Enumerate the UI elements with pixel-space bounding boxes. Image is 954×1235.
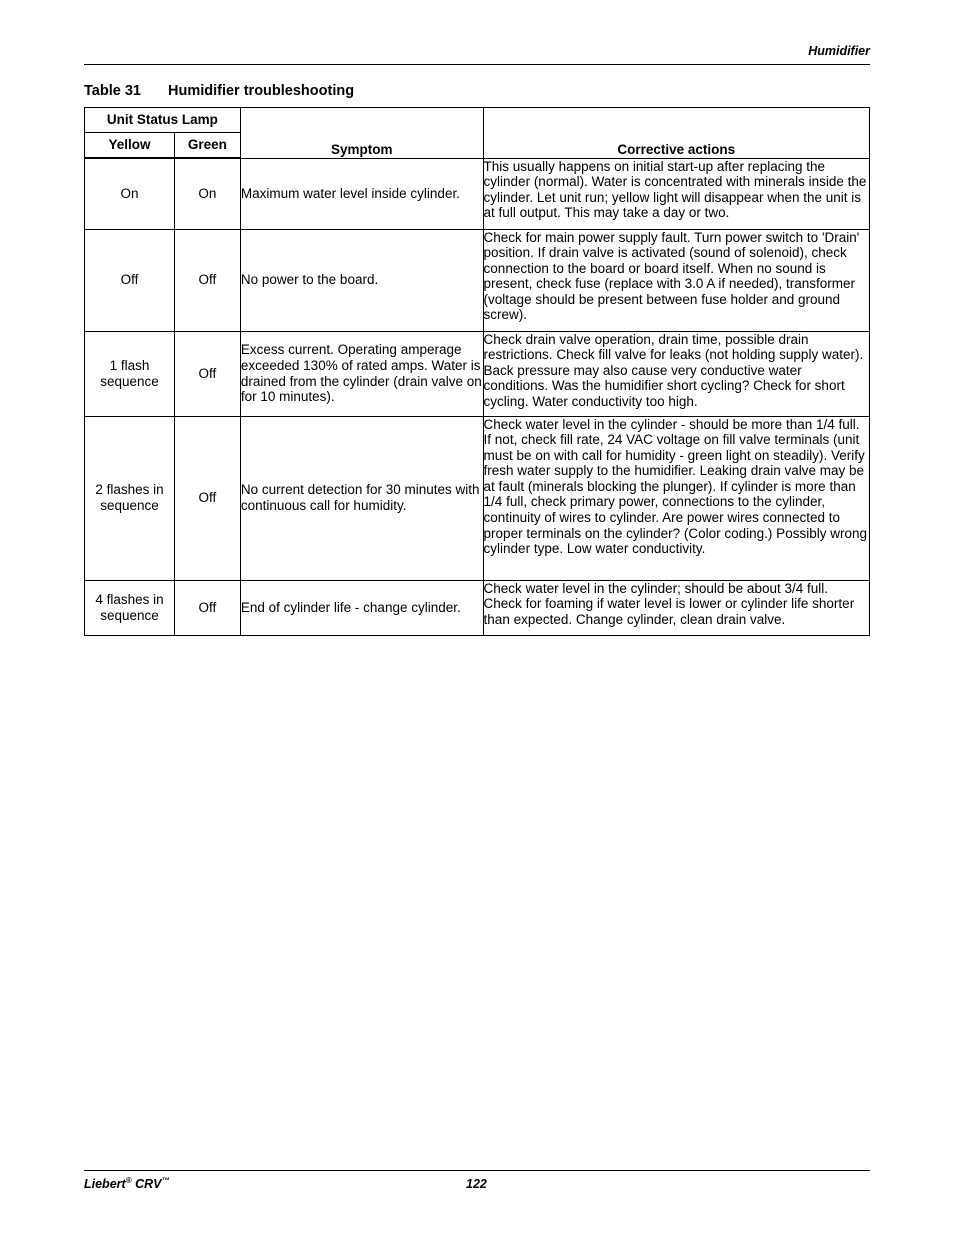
corrective-actions-header: Corrective actions <box>483 108 869 159</box>
table-header-row <box>85 108 870 133</box>
table-title: Humidifier troubleshooting <box>168 83 355 99</box>
registered-mark: ® <box>125 1176 132 1185</box>
table-caption <box>84 83 354 99</box>
table-row <box>85 158 870 229</box>
table-row <box>85 580 870 635</box>
corrective-actions-cell: Check water level in the cylinder; should be about 3/4 full. Check for foaming if water level is lower or cylinder life shorter than expected. Change cylinder, clean drain valve. <box>483 580 869 635</box>
product-name: CRV <box>135 1177 162 1192</box>
brand-name: Liebert <box>84 1177 126 1192</box>
symptom-cell: Maximum water level inside cylinder. <box>240 158 483 229</box>
troubleshooting-table <box>84 107 870 636</box>
green-lamp-cell: On <box>174 158 240 229</box>
corrective-actions-cell: This usually happens on initial start-up after replacing the cylinder (normal). Water is concentrated with minerals inside the cylinder. Let unit run; yellow light will disappear when the unit is at full output. This may take a day or two. <box>483 158 869 229</box>
green-lamp-cell: Off <box>174 416 240 580</box>
green-lamp-cell: Off <box>174 331 240 416</box>
yellow-lamp-cell: 2 flashes in sequence <box>85 416 175 580</box>
symptom-cell: Excess current. Operating amperage exceeded 130% of rated amps. Water is drained from the cylinder (drain valve on for 10 minutes). <box>240 331 483 416</box>
symptom-header: Symptom <box>240 108 483 159</box>
yellow-header: Yellow <box>85 133 175 159</box>
corrective-actions-cell: Check drain valve operation, drain time, possible drain restrictions. Check fill valve for leaks (not holding supply water). Back pressure may also cause very conductive water conditions. Was the humidifier short cycling? Check for short cycling. Water conductivity too high. <box>483 331 869 416</box>
yellow-lamp-cell: Off <box>85 229 175 331</box>
symptom-cell: No power to the board. <box>240 229 483 331</box>
header-divider <box>84 64 870 65</box>
green-lamp-cell: Off <box>174 580 240 635</box>
table-row <box>85 229 870 331</box>
table-row <box>85 331 870 416</box>
corrective-actions-cell: Check water level in the cylinder - should be more than 1/4 full. If not, check fill rate, 24 VAC voltage on fill valve terminals (unit must be on with call for humidity - green light on steadily). Verify fresh water supply to the humidifier. Leaking drain valve may be at fault (minerals blocking the plunger). If cylinder is more than 1/4 full, check primary power, connections to the cylinder, continuity of wires to cylinder. Are power wires connected to proper terminals on the cylinder? (Color coding.) Possibly wrong cylinder type. Low water conductivity. <box>483 416 869 580</box>
unit-status-lamp-header: Unit Status Lamp <box>85 108 241 133</box>
footer-divider <box>84 1170 870 1171</box>
trademark-mark: ™ <box>161 1176 170 1185</box>
table-number: Table 31 <box>84 83 141 99</box>
page-number: 122 <box>466 1177 487 1191</box>
symptom-cell: End of cylinder life - change cylinder. <box>240 580 483 635</box>
green-lamp-cell: Off <box>174 229 240 331</box>
yellow-lamp-cell: 1 flash sequence <box>85 331 175 416</box>
table-row <box>85 416 870 580</box>
yellow-lamp-cell: On <box>85 158 175 229</box>
yellow-lamp-cell: 4 flashes in sequence <box>85 580 175 635</box>
corrective-actions-cell: Check for main power supply fault. Turn power switch to 'Drain' position. If drain valve is activated (sound of solenoid), check connection to the board or board itself. When no sound is present, check fuse (replace with 3.0 A if needed), transformer (voltage should be present between fuse holder and ground screw). <box>483 229 869 331</box>
running-header: Humidifier <box>808 44 870 58</box>
symptom-cell: No current detection for 30 minutes with continuous call for humidity. <box>240 416 483 580</box>
footer-product-name <box>84 1176 169 1191</box>
green-header: Green <box>174 133 240 159</box>
